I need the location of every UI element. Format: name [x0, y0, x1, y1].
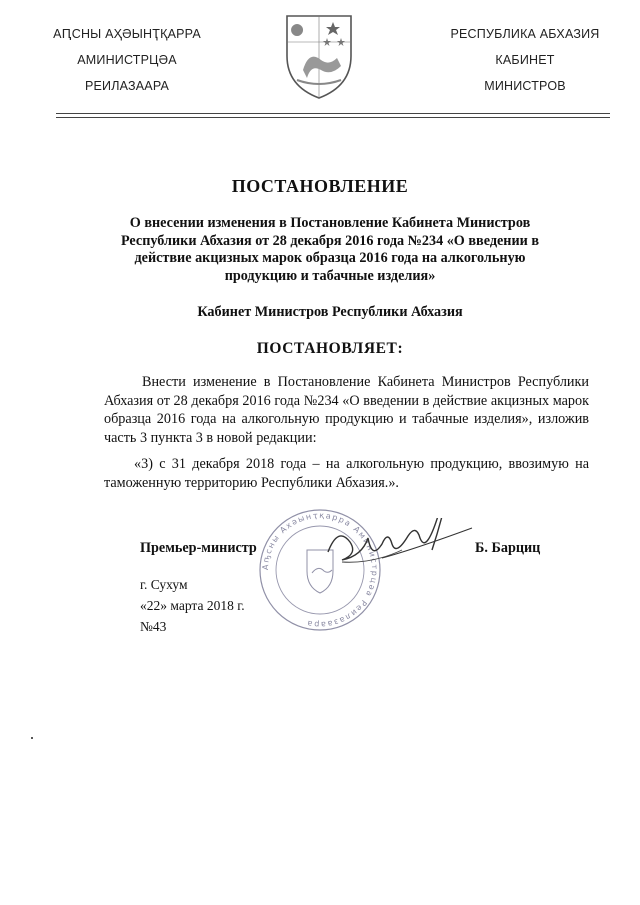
document-number: №43: [140, 619, 167, 634]
header-left-line-1: АԤСНЫ АҲӘЫНҬҚАРРА: [53, 27, 201, 41]
header-right-line-3: МИНИСТРОВ: [484, 79, 566, 93]
document-title: ПОСТАНОВЛЕНИЕ: [231, 176, 409, 196]
header-left-line-2: АМИНИСТРЦӘА: [77, 53, 177, 67]
signatory-title: Премьер-министр: [140, 540, 257, 556]
header-left-line-3: РЕИЛАЗААРА: [84, 79, 170, 93]
header-divider: [56, 113, 610, 114]
header-divider-thin: [56, 117, 610, 118]
signatory-name: Б. Барциц: [475, 540, 541, 556]
issue-date: «22» марта 2018 г.: [140, 598, 245, 613]
issue-place: г. Сухум: [140, 577, 188, 592]
paragraph-1: Внести изменение в Постановление Кабинета Министров Республики Абхазия от 28 декабря 2016 года №234 «О введении в действие акцизных марок образца 2016 года на алкогольную продукцию и табачные изделия», изложив часть 3 пункта 3 в новой редакции:: [104, 374, 589, 446]
scan-speck: [31, 737, 33, 739]
header-right-line-1: РЕСПУБЛИКА АБХАЗИЯ: [450, 27, 600, 41]
issuing-body: Кабинет Министров Республики Абхазия: [197, 304, 463, 320]
header-left: [52, 27, 202, 105]
paragraph-2: «3) с 31 декабря 2018 года – на алкогольную продукцию, ввозимую на таможенную территорию Республики Абхазия.».: [104, 456, 589, 491]
seal-text: Аҧсны Ахәынҭқарра Аминистрцәа Реилазаара: [260, 510, 380, 630]
header-right-line-2: КАБИНЕТ: [495, 53, 555, 67]
header-right: [445, 27, 605, 105]
resolves-heading: ПОСТАНОВЛЯЕТ:: [256, 340, 404, 357]
document-subject: О внесении изменения в Постановление Кабинета Министров Республики Абхазия от 28 декабря 2016 года №234 «О введении в действие акцизных марок образца 2016 года на алкогольную продукцию и табачные изделия»: [120, 215, 540, 284]
handwritten-signature: [322, 518, 482, 576]
coat-of-arms-icon: [283, 12, 355, 102]
